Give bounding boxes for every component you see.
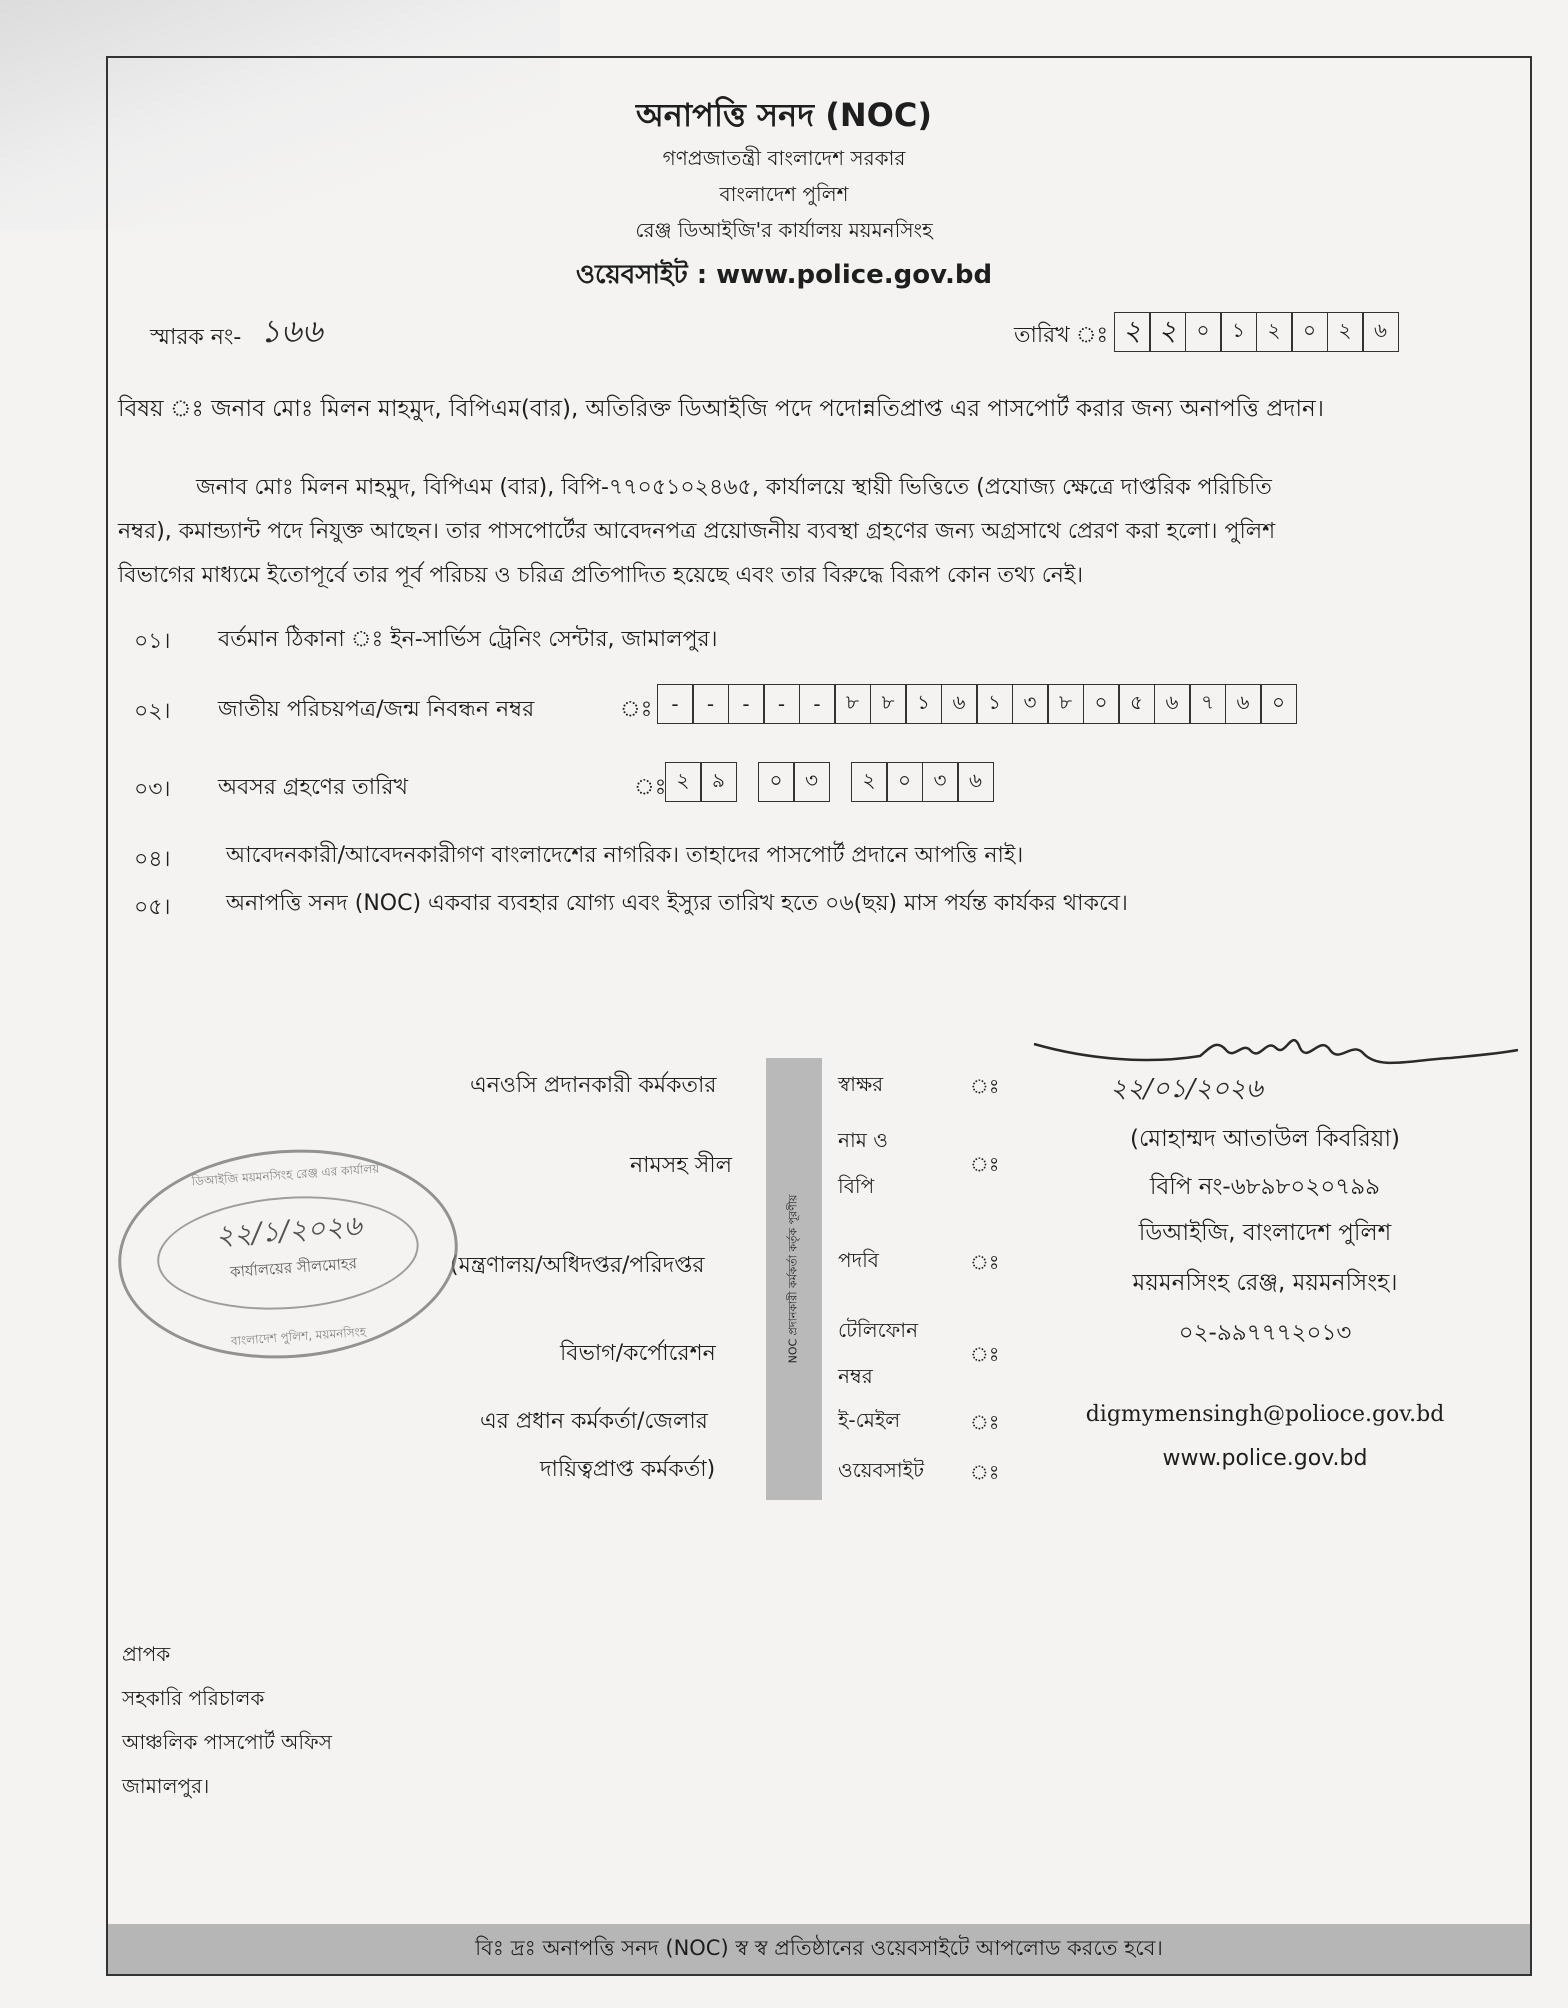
body-line-1: জনাব মোঃ মিলন মাহমুদ, বিপিএম (বার), বিপি-৭৭০৫১০২৪৬৫, কার্যালয়ে স্থায়ী ভিত্তিতে (প্রযোজ্য ক্ষেত্রে দাপ্তরিক পরিচিতি <box>196 475 1272 500</box>
seal-outer-top: ডিআইজি ময়মনসিংহ রেঞ্জ এর কার্যালয় <box>191 1161 380 1189</box>
retire-year-digit: ২ <box>851 762 888 802</box>
item-5-text: অনাপত্তি সনদ (NOC) একবার ব্যবহার যোগ্য এবং ইস্যুর তারিখ হতে ০৬(ছয়) মাস পর্যন্ত কার্যকর থাকবে। <box>226 891 1128 916</box>
officer-label-5: এর প্রধান কর্মকর্তা/জেলার <box>480 1409 708 1434</box>
officer-range: ময়মনসিংহ রেঞ্জ, ময়মনসিংহ। <box>1132 1270 1398 1296</box>
nid-digit: ৬ <box>1225 684 1262 724</box>
officer-label-6: দায়িত্বপ্রাপ্ত কর্মকর্তা) <box>540 1457 716 1482</box>
recipient-line-3: আঞ্চলিক পাসপোর্ট অফিস <box>122 1730 332 1754</box>
nid-digit: ৬ <box>941 684 978 724</box>
nid-digit: ৬ <box>1154 684 1191 724</box>
officer-email: digmymensingh@polioce.gov.bd <box>1085 1402 1445 1427</box>
retire-month-digit: ৩ <box>793 762 830 802</box>
colon: ঃ <box>970 1074 1000 1098</box>
header-website: ওয়েবসাইট : www.police.gov.bd <box>575 260 993 290</box>
field-website: ওয়েবসাইট <box>838 1458 924 1482</box>
item-2-number: ০২। <box>134 699 171 724</box>
field-signature: স্বাক্ষর <box>838 1072 884 1096</box>
retire-day-digit: ৯ <box>700 762 737 802</box>
item-1-text: বর্তমান ঠিকানা ঃ ইন-সার্ভিস ট্রেনিং সেন্টার, জামালপুর। <box>218 627 718 652</box>
nid-digit: ৭ <box>1189 684 1226 724</box>
retirement-date-boxes <box>666 762 994 802</box>
seal-date: ২২/১/২০২৬ <box>214 1208 363 1252</box>
field-name-1: নাম ও <box>838 1128 888 1152</box>
date-digit: ২ <box>1256 312 1293 352</box>
colon: ঃ <box>970 1152 1000 1176</box>
nid-digit: ০ <box>1083 684 1120 724</box>
officer-label-3: (মন্ত্রণালয়/অধিদপ্তর/পরিদপ্তর <box>450 1253 705 1278</box>
nid-digit: ১ <box>905 684 942 724</box>
officer-name: (মোহাম্মদ আতাউল কিবরিয়া) <box>1130 1126 1400 1152</box>
nid-digit: - <box>799 684 836 724</box>
colon: ঃ <box>970 1460 1000 1484</box>
body-line-3: বিভাগের মাধ্যমে ইতোপূর্বে তার পূর্ব পরিচয় ও চরিত্র প্রতিপাদিত হয়েছে এবং তার বিরুদ্ধে বিরূপ কোন তথ্য নেই। <box>118 563 1084 588</box>
officer-phone: ০২-৯৯৭৭৭২০১৩ <box>1178 1320 1352 1346</box>
officer-designation: ডিআইজি, বাংলাদেশ পুলিশ <box>1138 1220 1392 1246</box>
field-designation: পদবি <box>838 1248 879 1272</box>
date-digit: ৬ <box>1362 312 1399 352</box>
item-3-label: অবসর গ্রহণের তারিখ <box>218 775 408 800</box>
recipient-line-1: প্রাপক <box>122 1642 171 1666</box>
nid-digit: - <box>763 684 800 724</box>
item-2-colon: ঃ <box>620 697 653 722</box>
date-boxes <box>1115 312 1399 352</box>
colon: ঃ <box>970 1250 1000 1274</box>
item-1-number: ০১। <box>134 629 171 654</box>
nid-digit: - <box>728 684 765 724</box>
seal-caption: কার্যালয়ের সীলমোহর <box>229 1254 358 1282</box>
nid-digit: ৫ <box>1118 684 1155 724</box>
memo-number: ১৬৬ <box>260 312 323 350</box>
item-5-number: ০৫। <box>134 895 171 920</box>
nid-digit: - <box>692 684 729 724</box>
recipient-line-2: সহকারি পরিচালক <box>122 1686 265 1710</box>
date-digit: ২ <box>1327 312 1364 352</box>
officer-label-2: নামসহ সীল <box>630 1153 733 1178</box>
item-4-text: আবেদনকারী/আবেদনকারীগণ বাংলাদেশের নাগরিক। তাহাদের পাসপোর্ট প্রদানে আপত্তি নাই। <box>226 843 1024 868</box>
seal-outer-bottom: বাংলাদেশ পুলিশ, ময়মনসিংহ <box>230 1324 367 1349</box>
officer-bp: বিপি নং-৬৮৯৮০২০৭৯৯ <box>1149 1174 1381 1200</box>
header-government: গণপ্রজাতন্ত্রী বাংলাদেশ সরকার <box>662 146 906 170</box>
subject-line: বিষয় ঃ জনাব মোঃ মিলন মাহমুদ, বিপিএম(বার), অতিরিক্ত ডিআইজি পদে পদোন্নতিপ্রাপ্ত এর পাসপোর্ট করার জন্য অনাপত্তি প্রদান। <box>118 396 1324 422</box>
nid-digit: ৮ <box>870 684 907 724</box>
nid-digit: ৮ <box>834 684 871 724</box>
colon: ঃ <box>970 1342 1000 1366</box>
officer-label-1: এনওসি প্রদানকারী কর্মকতার <box>470 1073 717 1098</box>
item-3-colon: ঃ <box>634 775 667 800</box>
officer-label-4: বিভাগ/কর্পোরেশন <box>560 1341 716 1366</box>
strip-text: NOC প্রদানকারী কর্মকর্তা কর্তৃক পূরণীয় <box>786 1194 800 1364</box>
field-email: ই-মেইল <box>838 1408 901 1432</box>
nid-digit: ৩ <box>1012 684 1049 724</box>
field-name-2: বিপি <box>838 1174 875 1198</box>
footer-note <box>108 1924 1530 1974</box>
officer-signature <box>1030 1020 1530 1130</box>
date-digit: ০ <box>1185 312 1222 352</box>
nid-digit: ৮ <box>1047 684 1084 724</box>
nid-boxes <box>658 684 1297 724</box>
field-phone-1: টেলিফোন <box>838 1318 919 1342</box>
date-digit: ২ <box>1149 312 1186 352</box>
signature-date: ২২/০১/২০২৬ <box>1110 1074 1263 1104</box>
colon: ঃ <box>970 1410 1000 1434</box>
retire-month-digit: ০ <box>758 762 795 802</box>
officer-website: www.police.gov.bd <box>1162 1446 1368 1471</box>
recipient-line-4: জামালপুর। <box>122 1774 210 1798</box>
nid-digit: - <box>657 684 694 724</box>
memo-label: স্মারক নং- <box>150 325 242 350</box>
date-digit: ০ <box>1291 312 1328 352</box>
field-phone-2: নম্বর <box>838 1364 873 1388</box>
item-3-number: ০৩। <box>134 777 171 802</box>
date-digit: ১ <box>1220 312 1257 352</box>
retire-day-digit: ২ <box>665 762 702 802</box>
nid-digit: ১ <box>976 684 1013 724</box>
body-line-2: নম্বর), কমান্ড্যান্ট পদে নিযুক্ত আছেন। তার পাসপোর্টের আবেদনপত্র প্রয়োজনীয় ব্যবস্থা গ্রহণের জন্য অগ্রসাথে প্রেরণ করা হলো। পুলিশ <box>118 519 1276 544</box>
date-digit: ২ <box>1114 312 1151 352</box>
retire-year-digit: ০ <box>886 762 923 802</box>
header-office: রেঞ্জ ডিআইজি'র কার্যালয় ময়মনসিংহ <box>635 218 933 242</box>
retire-year-digit: ৩ <box>922 762 959 802</box>
date-label: তারিখ ঃ <box>1014 323 1109 348</box>
header-police: বাংলাদেশ পুলিশ <box>719 182 849 206</box>
nid-digit: ০ <box>1260 684 1297 724</box>
item-4-number: ০৪। <box>134 847 171 872</box>
item-2-label: জাতীয় পরিচয়পত্র/জন্ম নিবন্ধন নম্বর <box>218 697 535 722</box>
footer-note-text: বিঃ দ্রঃ অনাপত্তি সনদ (NOC) স্ব স্ব প্রতিষ্ঠানের ওয়েবসাইটে আপলোড করতে হবে। <box>475 1935 1163 1960</box>
document-title: অনাপত্তি সনদ (NOC) <box>636 96 932 134</box>
noc-officer-strip <box>766 1058 822 1500</box>
retire-year-digit: ৬ <box>957 762 994 802</box>
